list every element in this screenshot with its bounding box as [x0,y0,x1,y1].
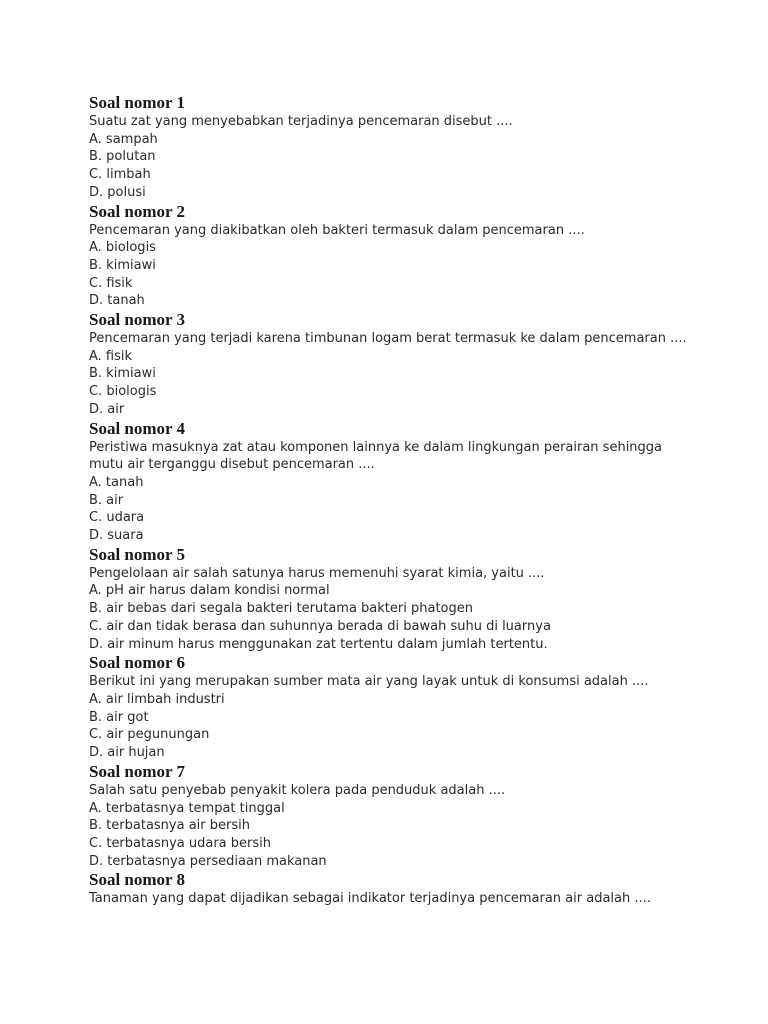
answer-option: B. polutan [89,149,156,165]
question-text: Berikut ini yang merupakan sumber mata air yang layak untuk di konsumsi adalah .... [89,674,649,690]
question-title: Soal nomor 4 [89,418,186,438]
answer-option: B. kimiawi [89,257,156,273]
question-title: Soal nomor 1 [89,93,186,112]
question-1 [89,93,689,202]
answer-option: C. fisik [89,275,133,291]
answer-option: D. tanah [89,293,145,309]
answer-option: C. air pegunungan [89,727,210,743]
answer-options [89,239,689,310]
question-title: Soal nomor 8 [89,870,186,890]
answer-option: B. air [89,492,124,508]
question-title: Soal nomor 7 [89,761,186,781]
question-title: Soal nomor 6 [89,653,186,673]
answer-option: D. air [89,401,125,417]
answer-option: D. suara [89,528,144,544]
answer-option: A. fisik [89,348,133,364]
document-page [89,93,689,908]
answer-options [89,348,689,419]
question-text: Pencemaran yang terjadi karena timbunan logam berat termasuk ke dalam pencemaran .... [89,331,687,347]
answer-option: C. limbah [89,167,151,183]
question-text: Peristiwa masuknya zat atau komponen lainnya ke dalam lingkungan perairan sehingga mutu air terganggu disebut pencemaran .... [89,439,663,473]
answer-option: C. udara [89,510,145,526]
answer-option: C. biologis [89,384,157,400]
question-text: Tanaman yang dapat dijadikan sebagai indikator terjadinya pencemaran air adalah .... [89,891,651,907]
answer-option: D. air hujan [89,745,165,761]
answer-option: A. tanah [89,474,144,490]
answer-option: A. pH air harus dalam kondisi normal [89,583,330,599]
question-6 [89,653,689,762]
answer-options [89,691,689,762]
answer-option: B. air got [89,709,149,725]
answer-option: D. polusi [89,184,146,200]
question-4 [89,419,689,545]
answer-option: D. terbatasnya persediaan makanan [89,853,327,869]
answer-option: B. terbatasnya air bersih [89,818,250,834]
question-list [89,93,689,908]
question-title: Soal nomor 5 [89,544,186,564]
answer-option: C. air dan tidak berasa dan suhunnya berada di bawah suhu di luarnya [89,618,551,634]
question-text: Suatu zat yang menyebabkan terjadinya pencemaran disebut .... [89,114,513,129]
answer-option: A. biologis [89,240,156,256]
question-title: Soal nomor 2 [89,201,186,221]
answer-option: A. terbatasnya tempat tinggal [89,800,285,816]
question-text: Salah satu penyebab penyakit kolera pada penduduk adalah .... [89,782,506,798]
answer-options [89,800,689,871]
answer-option: B. kimiawi [89,366,156,382]
answer-options [89,582,689,653]
question-text: Pengelolaan air salah satunya harus memenuhi syarat kimia, yaitu .... [89,565,545,581]
question-5 [89,545,689,654]
answer-option: D. air minum harus menggunakan zat tertentu dalam jumlah tertentu. [89,636,548,652]
answer-options [89,474,689,545]
question-text: Pencemaran yang diakibatkan oleh bakteri termasuk dalam pencemaran .... [89,222,585,238]
answer-options [89,131,689,202]
question-2 [89,202,689,311]
question-3 [89,310,689,419]
answer-option: A. air limbah industri [89,691,225,707]
answer-option: C. terbatasnya udara bersih [89,835,271,851]
answer-option: A. sampah [89,131,158,147]
question-title: Soal nomor 3 [89,310,186,330]
question-7 [89,762,689,871]
question-8 [89,870,689,908]
answer-option: B. air bebas dari segala bakteri terutama bakteri phatogen [89,601,473,617]
